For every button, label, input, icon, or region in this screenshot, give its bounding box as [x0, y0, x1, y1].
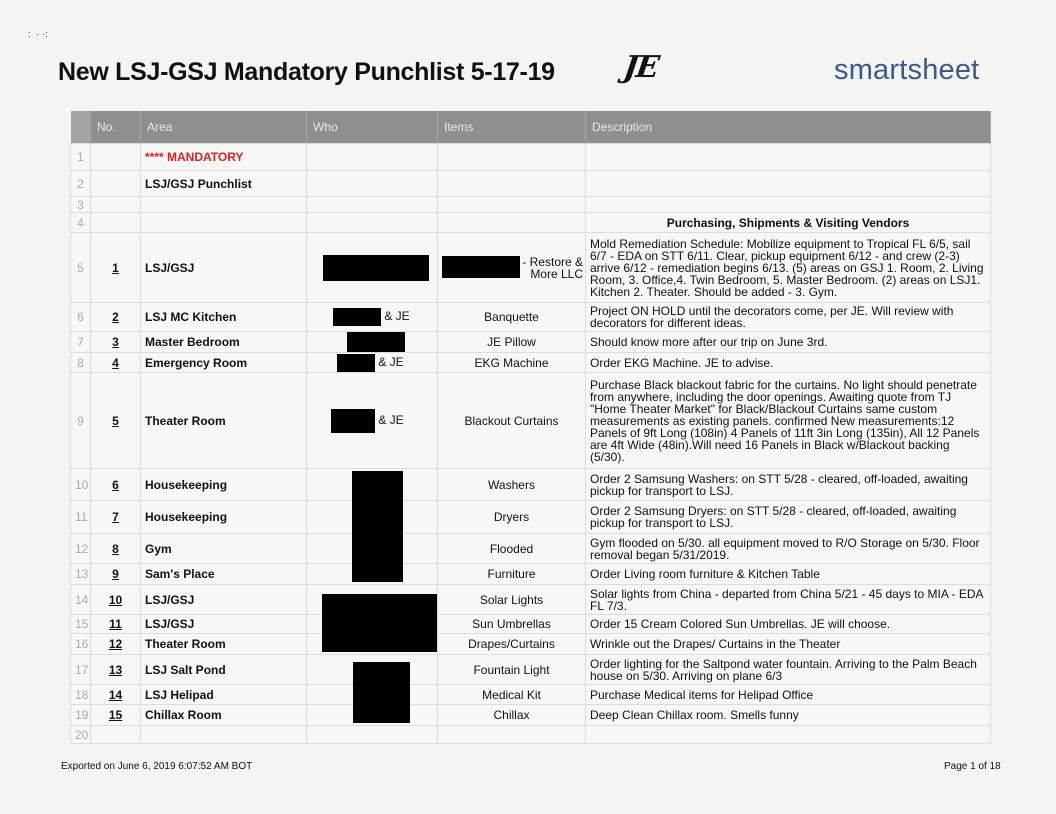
cell-description[interactable] — [586, 726, 991, 744]
header-row — [71, 111, 991, 144]
cell-area[interactable] — [141, 197, 307, 213]
cell-description[interactable]: Order EKG Machine. JE to advise. — [586, 353, 991, 373]
cell-who[interactable]: & JE — [307, 303, 438, 332]
cell-items[interactable]: Fountain Light — [438, 655, 586, 685]
cell-description[interactable]: Should know more after our trip on June 3rd. — [586, 332, 991, 353]
cell-no[interactable]: 6 — [91, 469, 141, 501]
cell-no[interactable]: 8 — [91, 534, 141, 564]
row-number: 2 — [71, 171, 91, 197]
export-timestamp: Exported on June 6, 2019 6:07:52 AM BOT — [61, 761, 253, 772]
cell-no[interactable]: 2 — [91, 303, 141, 332]
table-row[interactable] — [71, 615, 991, 634]
cell-area[interactable]: Master Bedroom — [141, 332, 307, 353]
cell-description[interactable]: Project ON HOLD until the decorators come, per JE. Will review with decorators for different ideas. — [586, 303, 991, 332]
row-number: 16 — [71, 634, 91, 655]
redaction-block — [323, 255, 429, 281]
cell-description[interactable]: Gym flooded on 5/30. all equipment moved to R/O Storage on 5/30. Floor removal began 5/31/2019. — [586, 534, 991, 564]
row-number: 18 — [71, 685, 91, 705]
cell-area[interactable]: Theater Room — [141, 373, 307, 469]
row-number: 1 — [71, 144, 91, 171]
cell-area[interactable]: Chillax Room — [141, 705, 307, 726]
row-number: 15 — [71, 615, 91, 634]
cell-area[interactable]: Housekeeping — [141, 469, 307, 501]
cell-area[interactable]: LSJ/GSJ — [141, 615, 307, 634]
cell-description[interactable]: Wrinkle out the Drapes/ Curtains in the Theater — [586, 634, 991, 655]
row-number: 9 — [71, 373, 91, 469]
redaction-block — [331, 409, 375, 433]
cell-area[interactable]: Housekeeping — [141, 501, 307, 534]
cell-no[interactable]: 15 — [91, 705, 141, 726]
cell-no[interactable] — [91, 197, 141, 213]
row-number: 6 — [71, 303, 91, 332]
row-number: 4 — [71, 213, 91, 233]
column-header-description[interactable]: Description — [586, 111, 991, 144]
row-number: 3 — [71, 197, 91, 213]
table-row[interactable] — [71, 705, 991, 726]
cell-no[interactable] — [91, 726, 141, 744]
cell-area[interactable]: Emergency Room — [141, 353, 307, 373]
table-row[interactable] — [71, 585, 991, 615]
cell-description[interactable]: Order Living room furniture & Kitchen Table — [586, 564, 991, 585]
cell-who[interactable] — [307, 332, 438, 353]
column-header-no[interactable]: No. — [91, 111, 141, 144]
cell-description[interactable]: Purchase Black blackout fabric for the curtains. No light should penetrate from anywhere, including the door openings. Awaiting quote from TJ "Home Theater Market" for Black/Blackout Curtains same custom measurements as existing panels. confirmed New measurements:12 Panels of 9ft Long (108in) 4 Panels of 11ft 3in Long (135in), All 12 Panels are 4ft Wide (48in).Will need 16 Panels in Black w/Blackout backing (5/30). — [586, 373, 991, 469]
table-row[interactable] — [71, 303, 991, 332]
redaction-block — [337, 354, 375, 372]
redaction-block — [442, 256, 520, 278]
scan-mark: ∶ ⋅ ⋅∶ — [28, 30, 48, 41]
table-row[interactable] — [71, 726, 991, 744]
table-row[interactable] — [71, 332, 991, 353]
redaction-block — [347, 332, 405, 352]
table-row[interactable] — [71, 501, 991, 534]
column-header-area[interactable]: Area — [141, 111, 307, 144]
redaction-block — [352, 471, 403, 582]
cell-items[interactable] — [438, 144, 586, 171]
cell-items[interactable] — [438, 213, 586, 233]
cell-items[interactable]: Medical Kit — [438, 685, 586, 705]
cell-area[interactable]: Theater Room — [141, 634, 307, 655]
page-title: New LSJ-GSJ Mandatory Punchlist 5-17-19 — [58, 58, 555, 86]
cell-who[interactable] — [307, 213, 438, 233]
cell-items[interactable] — [438, 197, 586, 213]
table-row[interactable] — [71, 469, 991, 501]
cell-items[interactable]: Sun Umbrellas — [438, 615, 586, 634]
cell-description[interactable] — [586, 171, 991, 197]
smartsheet-logo: smartsheet — [834, 54, 980, 86]
cell-description[interactable]: Order 2 Samsung Dryers: on STT 5/28 - cleared, off-loaded, awaiting pickup for transport to LSJ. — [586, 501, 991, 534]
cell-who[interactable] — [307, 171, 438, 197]
cell-items[interactable]: Furniture — [438, 564, 586, 585]
row-number: 17 — [71, 655, 91, 685]
row-number: 13 — [71, 564, 91, 585]
row-number: 20 — [71, 726, 91, 744]
cell-area[interactable]: LSJ Salt Pond — [141, 655, 307, 685]
cell-items[interactable]: Dryers — [438, 501, 586, 534]
punchlist-table — [70, 111, 991, 744]
redaction-block — [353, 662, 410, 723]
cell-items[interactable]: EKG Machine — [438, 353, 586, 373]
cell-items[interactable]: Blackout Curtains — [438, 373, 586, 469]
cell-no[interactable]: 1 — [91, 233, 141, 303]
cell-area[interactable]: LSJ/GSJ — [141, 233, 307, 303]
cell-who[interactable]: & JE — [307, 373, 438, 469]
cell-items[interactable]: Solar Lights — [438, 585, 586, 615]
table-row[interactable] — [71, 655, 991, 685]
cell-area[interactable]: LSJ Helipad — [141, 685, 307, 705]
table-row[interactable] — [71, 197, 991, 213]
cell-no[interactable]: 13 — [91, 655, 141, 685]
table-row[interactable] — [71, 144, 991, 171]
cell-who[interactable]: & JE — [307, 353, 438, 373]
table-row[interactable] — [71, 233, 991, 303]
table-row[interactable] — [71, 171, 991, 197]
table-row[interactable] — [71, 685, 991, 705]
cell-description[interactable] — [586, 144, 991, 171]
row-number: 5 — [71, 233, 91, 303]
cell-area[interactable]: Gym — [141, 534, 307, 564]
cell-area[interactable]: LSJ/GSJ Punchlist — [141, 171, 307, 197]
row-number: 11 — [71, 501, 91, 534]
row-number: 8 — [71, 353, 91, 373]
cell-no[interactable]: 12 — [91, 634, 141, 655]
cell-items[interactable]: Banquette — [438, 303, 586, 332]
cell-no[interactable] — [91, 144, 141, 171]
cell-area[interactable] — [141, 213, 307, 233]
cell-who[interactable] — [307, 144, 438, 171]
cell-no[interactable]: 11 — [91, 615, 141, 634]
cell-items[interactable] — [438, 171, 586, 197]
page-number: Page 1 of 18 — [944, 761, 1001, 772]
cell-no[interactable]: 5 — [91, 373, 141, 469]
cell-items[interactable]: Drapes/Curtains — [438, 634, 586, 655]
row-number: 14 — [71, 585, 91, 615]
cell-items[interactable]: Flooded — [438, 534, 586, 564]
cell-area[interactable]: LSJ MC Kitchen — [141, 303, 307, 332]
table-row[interactable] — [71, 353, 991, 373]
redaction-block — [322, 594, 437, 652]
cell-area[interactable] — [141, 726, 307, 744]
table-row[interactable] — [71, 634, 991, 655]
cell-items[interactable] — [438, 726, 586, 744]
row-number: 19 — [71, 705, 91, 726]
cell-area[interactable]: **** MANDATORY — [141, 144, 307, 171]
cell-description[interactable]: Purchase Medical items for Helipad Office — [586, 685, 991, 705]
cell-no[interactable]: 10 — [91, 585, 141, 615]
cell-no[interactable]: 14 — [91, 685, 141, 705]
cell-description[interactable]: Mold Remediation Schedule: Mobilize equipment to Tropical FL 6/5, sail 6/7 - EDA on STT 6/11. Clear, pickup equipment 6/12 - and crew (2-3) arrive 6/12 - remediation begins 6/13. (5) areas on GSJ 1. Room, 2. Living Room, 3. Office,4. Twin Bedroom, 5. Master Bedroom. (2) areas on LSJ1. Kitchen 2. Theater. Should be added - 3. Gym. — [586, 233, 991, 303]
row-number: 12 — [71, 534, 91, 564]
cell-description[interactable]: Order lighting for the Saltpond water fountain. Arriving to the Palm Beach house on 5/30. Arriving on plane 6/3 — [586, 655, 991, 685]
row-number: 10 — [71, 469, 91, 501]
cell-items[interactable]: Washers — [438, 469, 586, 501]
cell-description[interactable]: Order 2 Samsung Washers: on STT 5/28 - cleared, off-loaded, awaiting pickup for transport to LSJ. — [586, 469, 991, 501]
cell-no[interactable]: 4 — [91, 353, 141, 373]
cell-area[interactable]: Sam's Place — [141, 564, 307, 585]
cell-items[interactable]: JE Pillow — [438, 332, 586, 353]
row-number-header — [71, 111, 91, 144]
table-row[interactable] — [71, 564, 991, 585]
cell-no[interactable]: 9 — [91, 564, 141, 585]
cell-area[interactable]: LSJ/GSJ — [141, 585, 307, 615]
cell-no[interactable] — [91, 171, 141, 197]
cell-no[interactable]: 7 — [91, 501, 141, 534]
cell-who[interactable] — [307, 726, 438, 744]
section-banner[interactable]: Purchasing, Shipments & Visiting Vendors — [586, 213, 991, 233]
row-number: 7 — [71, 332, 91, 353]
cell-who[interactable] — [307, 233, 438, 303]
cell-description[interactable] — [586, 197, 991, 213]
redaction-block — [333, 308, 381, 326]
cell-who[interactable] — [307, 197, 438, 213]
cell-description[interactable]: Solar lights from China - departed from China 5/21 - 45 days to MIA - EDA FL 7/3. — [586, 585, 991, 615]
cell-items[interactable]: Chillax — [438, 705, 586, 726]
cell-no[interactable] — [91, 213, 141, 233]
handwritten-initials: JE — [621, 50, 660, 85]
cell-items[interactable]: - Restore & More LLC — [438, 233, 586, 303]
cell-description[interactable]: Deep Clean Chillax room. Smells funny — [586, 705, 991, 726]
table-row[interactable] — [71, 373, 991, 469]
column-header-items[interactable]: Items — [438, 111, 586, 144]
cell-description[interactable]: Order 15 Cream Colored Sun Umbrellas. JE will choose. — [586, 615, 991, 634]
column-header-who[interactable]: Who — [307, 111, 438, 144]
table-row[interactable] — [71, 213, 991, 233]
cell-no[interactable]: 3 — [91, 332, 141, 353]
table-row[interactable] — [71, 534, 991, 564]
